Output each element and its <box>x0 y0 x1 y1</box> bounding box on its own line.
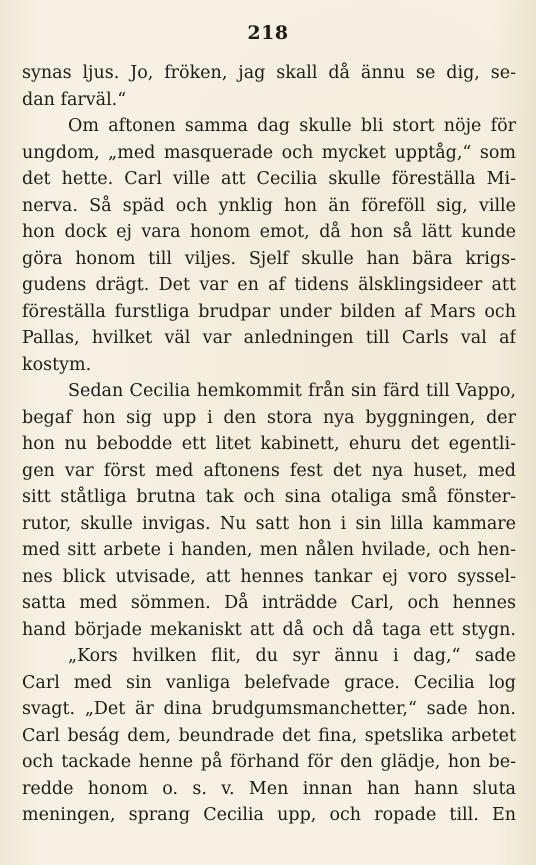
text-line: föreställa furstliga brudpar under bilden af Mars och <box>22 301 516 322</box>
text-line: med sitt arbete i handen, men nålen hvilade, och hen- <box>22 540 516 560</box>
text-line: Pallas, hvilket väl var anledningen till Carls val af <box>22 328 516 348</box>
text-line: nerva. Så späd och ynklig hon än föreföll sig, ville <box>22 195 516 216</box>
text-line: Carl med sin vanliga belefvade grace. Cecilia log <box>22 672 516 693</box>
text-line: hon nu bebodde ett litet kabinett, ehuru det egentli- <box>22 434 516 454</box>
text-line: „Kors hvilken flit, du syr ännu i dag,“ sade <box>68 646 516 666</box>
text-line: synas ljus. Jo, fröken, jag skall då ännu se dig, se- <box>22 63 516 83</box>
text-line: Sedan Cecilia hemkommit från sin färd till Vappo, <box>68 381 516 401</box>
text-line: Carl beság dem, beundrade det fina, spetslika arbetet <box>22 725 516 746</box>
text-line: rutor, skulle invigas. Nu satt hon i sin lilla kammare <box>22 513 516 534</box>
text-line: det hette. Carl ville att Cecilia skulle föreställa Mi- <box>22 169 516 189</box>
text-line: gen var först med aftonens fest det nya huset, med <box>22 460 516 481</box>
text-line: gudens drägt. Det var en af tidens älsklingsideer att <box>22 275 516 295</box>
text-line: nes blick utvisade, att hennes tankar ej voro syssel- <box>22 566 516 587</box>
text-line: sitt ståtliga brutna tak och sina otaliga små fönster- <box>22 487 516 507</box>
text-line: svagt. „Det är dina brudgumsmanchetter,“ sade hon. <box>22 699 516 719</box>
text-line: begaf hon sig upp i den stora nya byggningen, der <box>22 407 516 428</box>
text-line: meningen, sprang Cecilia upp, och ropade till. En <box>22 805 516 825</box>
text-line: kostym. <box>22 354 92 375</box>
text-line: satta med sömmen. Då inträdde Carl, och hennes <box>22 593 516 613</box>
body-text <box>22 60 516 829</box>
text-line: hand började mekaniskt att då och då taga ett stygn. <box>22 619 516 640</box>
text-line: och tackade henne på förhand för den glädje, hon be- <box>22 752 516 772</box>
text-line: Om aftonen samma dag skulle bli stort nöje för <box>68 116 516 136</box>
text-line: göra honom till viljes. Sjelf skulle han bära krigs- <box>22 248 516 269</box>
page-number: 218 <box>247 22 289 44</box>
text-line: ungdom, „med masquerade och mycket upptåg,“ som <box>22 142 516 163</box>
text-line: dan farväl.“ <box>22 89 127 110</box>
text-line: redde honom o. s. v. Men innan han hann sluta <box>22 778 516 799</box>
text-line: hon dock ej vara honom emot, då hon så lätt kunde <box>22 222 516 242</box>
